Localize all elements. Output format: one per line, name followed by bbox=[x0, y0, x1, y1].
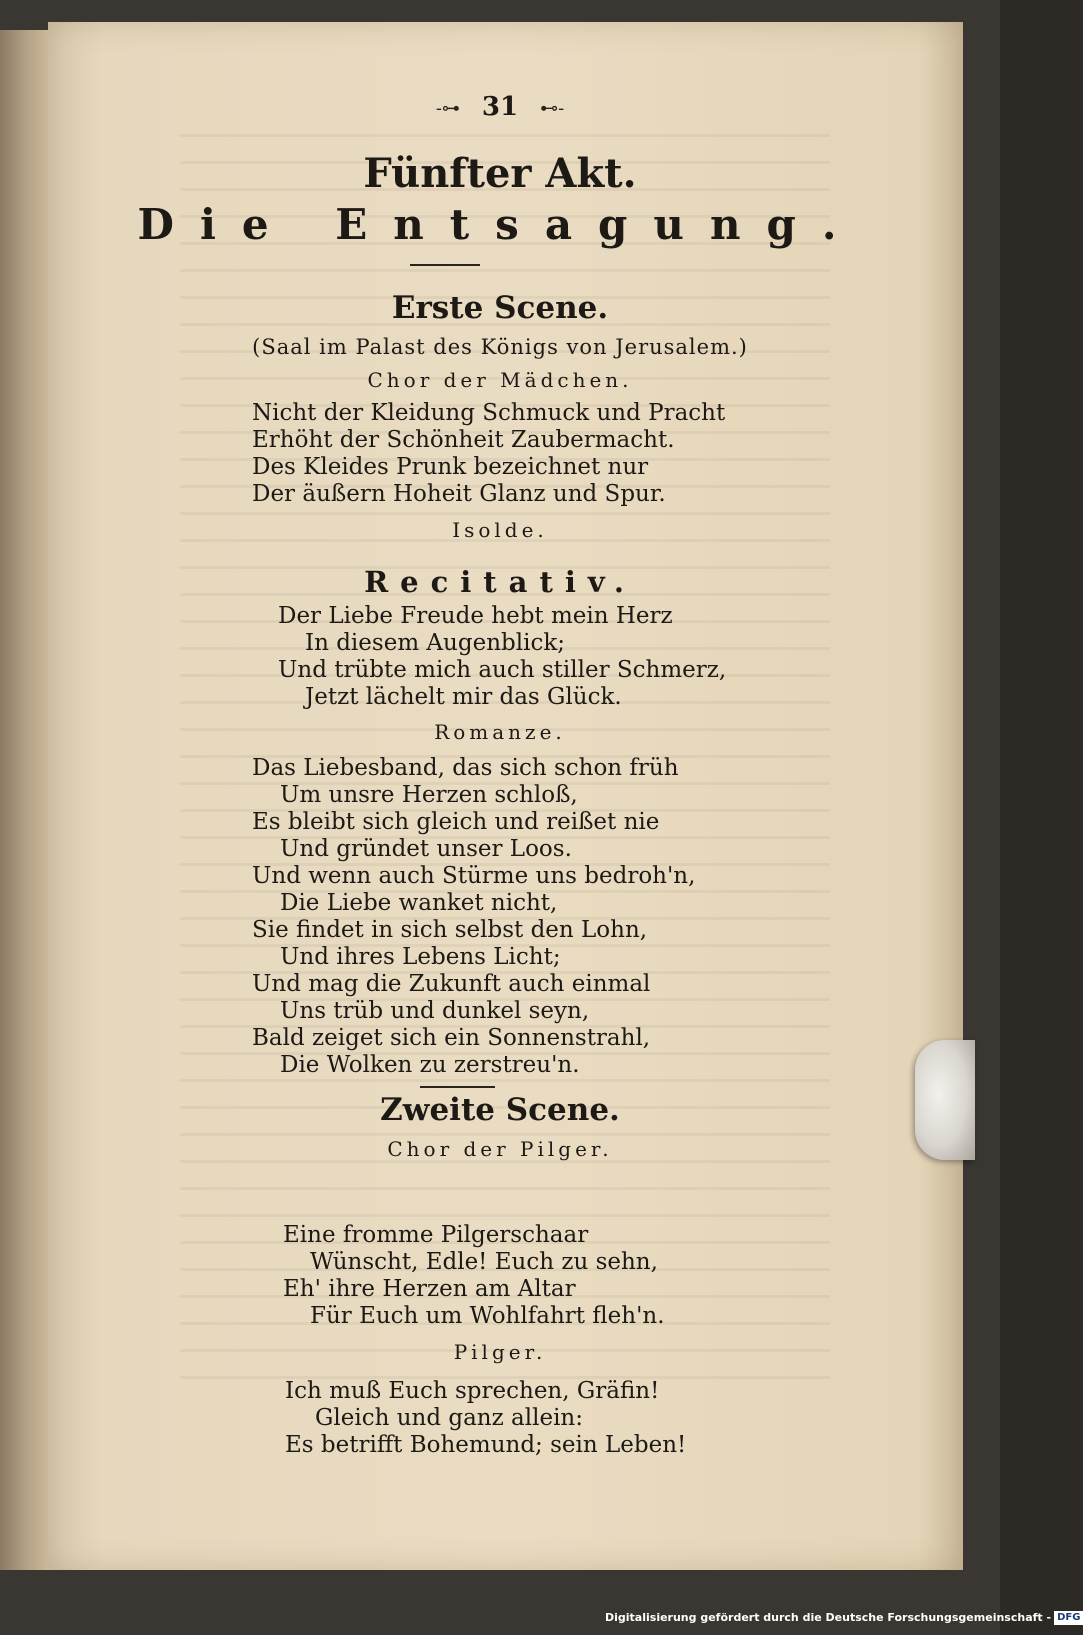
ornament-right-icon: ⊷- bbox=[540, 97, 565, 119]
verse-line: Uns trüb und dunkel seyn, bbox=[280, 998, 590, 1024]
verse-line: Eh' ihre Herzen am Altar bbox=[283, 1276, 576, 1302]
verse-line: Und trübte mich auch stiller Schmerz, bbox=[278, 657, 727, 683]
verse-line: Und ihres Lebens Licht; bbox=[280, 944, 561, 970]
verse-line: Die Wolken zu zerstreu'n. bbox=[280, 1052, 580, 1078]
act-subtitle: Die Entsagung. bbox=[137, 200, 863, 249]
romanze-heading: Romanze. bbox=[434, 720, 566, 744]
verse-line: Die Liebe wanket nicht, bbox=[280, 890, 558, 916]
verse-line: Der äußern Hoheit Glanz und Spur. bbox=[252, 481, 666, 507]
dfg-logo-icon: DFG bbox=[1054, 1611, 1083, 1625]
divider-rule-1 bbox=[410, 264, 480, 266]
scene2-speaker-chorus: Chor der Pilger. bbox=[387, 1137, 613, 1161]
verse-line: Der Liebe Freude hebt mein Herz bbox=[278, 603, 673, 629]
verse-line: In diesem Augenblick; bbox=[305, 630, 566, 656]
verse-line: Des Kleides Prunk bezeichnet nur bbox=[252, 454, 649, 480]
verse-line: Nicht der Kleidung Schmuck und Pracht bbox=[252, 400, 726, 426]
facing-page-edge bbox=[0, 30, 50, 1570]
scene1-speaker-isolde: Isolde. bbox=[452, 518, 548, 542]
verse-line: Es bleibt sich gleich und reißet nie bbox=[252, 809, 660, 835]
ornament-left-icon: -⊶ bbox=[435, 97, 460, 119]
verse-line: Und wenn auch Stürme uns bedroh'n, bbox=[252, 863, 696, 889]
verse-line: Das Liebesband, das sich schon früh bbox=[252, 755, 679, 781]
verse-line: Für Euch um Wohlfahrt fleh'n. bbox=[310, 1303, 665, 1329]
scene1-speaker-chorus: Chor der Mädchen. bbox=[367, 368, 633, 392]
verse-line: Gleich und ganz allein: bbox=[315, 1405, 583, 1431]
recitativ-heading: Recitativ. bbox=[364, 565, 636, 599]
scene2-title: Zweite Scene. bbox=[380, 1092, 620, 1128]
scene2-speaker-pilger: Pilger. bbox=[453, 1340, 547, 1364]
verse-line: Erhöht der Schönheit Zaubermacht. bbox=[252, 427, 675, 453]
verse-line: Ich muß Euch sprechen, Gräfin! bbox=[285, 1378, 660, 1404]
verse-line: Es betrifft Bohemund; sein Leben! bbox=[285, 1432, 687, 1458]
footer-text: Digitalisierung gefördert durch die Deutsche Forschungsgemeinschaft - bbox=[605, 1611, 1052, 1624]
verse-line: Und gründet unser Loos. bbox=[280, 836, 572, 862]
verse-line: Eine fromme Pilgerschaar bbox=[283, 1222, 589, 1248]
verse-line: Wünscht, Edle! Euch zu sehn, bbox=[310, 1249, 658, 1275]
page-number: 31 bbox=[481, 92, 519, 122]
verse-line: Bald zeiget sich ein Sonnenstrahl, bbox=[252, 1025, 651, 1051]
scene1-stage-direction: (Saal im Palast des Königs von Jerusalem.) bbox=[252, 335, 748, 359]
verse-line: Jetzt lächelt mir das Glück. bbox=[305, 684, 622, 710]
divider-rule-2 bbox=[420, 1086, 495, 1088]
scene1-title: Erste Scene. bbox=[391, 290, 609, 326]
page-number-line bbox=[0, 92, 1000, 122]
verse-line: Sie findet in sich selbst den Lohn, bbox=[252, 917, 648, 943]
act-title: Fünfter Akt. bbox=[363, 150, 637, 197]
verse-line: Um unsre Herzen schloß, bbox=[280, 782, 578, 808]
digitization-footer bbox=[605, 1607, 1081, 1629]
verse-line: Und mag die Zukunft auch einmal bbox=[252, 971, 651, 997]
